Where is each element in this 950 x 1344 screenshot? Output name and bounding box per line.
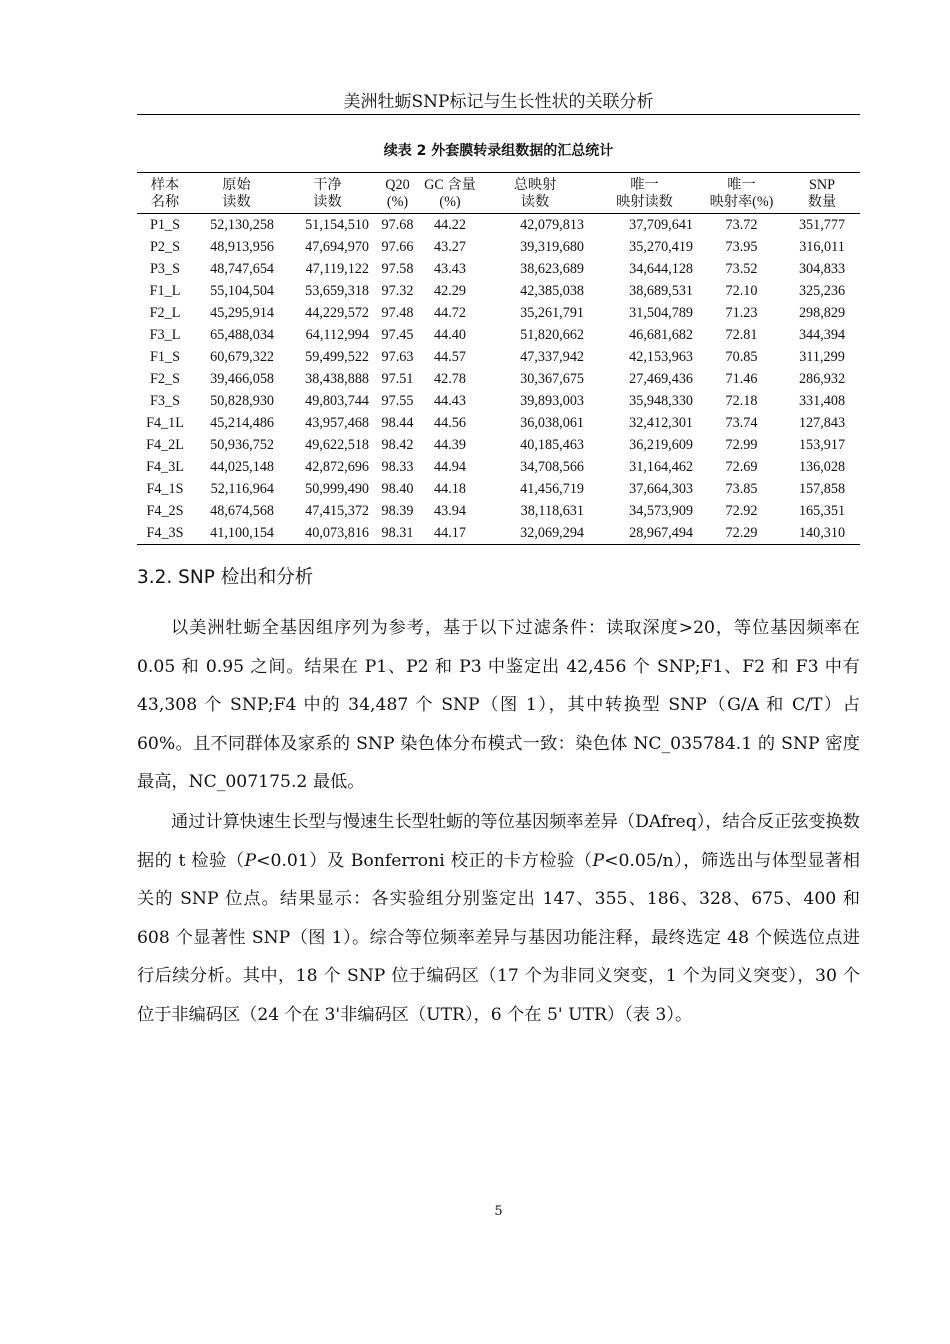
header-cell: 映射读数: [590, 194, 699, 214]
data-cell: 47,694,970: [305, 239, 369, 255]
header-row: [137, 194, 860, 214]
header-cell: 映射率(%): [699, 194, 784, 214]
header-cell: (%): [420, 194, 480, 214]
data-cell: 97.58: [381, 261, 414, 277]
data-cell: 165,351: [798, 503, 846, 519]
summary-table: [137, 172, 860, 545]
data-cell: 59,499,522: [305, 349, 369, 365]
data-cell: 44.17: [420, 522, 480, 545]
data-cell: 45,214,486: [210, 415, 274, 431]
sample-name-cell: P3_S: [150, 261, 180, 277]
data-cell: 97.63: [381, 349, 414, 365]
data-cell: 344,394: [798, 327, 846, 343]
data-cell: 325,236: [798, 283, 846, 299]
data-cell: 55,104,504: [210, 283, 274, 299]
data-cell: 47,119,122: [305, 261, 369, 277]
data-cell: 72.29: [699, 522, 784, 545]
header-cell: SNP: [784, 173, 860, 195]
data-cell: 28,967,494: [590, 522, 699, 545]
data-cell: 38,623,689: [520, 261, 584, 277]
header-cell: 干净: [280, 173, 375, 195]
sample-name-cell: F4_1S: [146, 481, 184, 497]
data-cell: 50,999,490: [305, 481, 369, 497]
data-cell: 48,913,956: [210, 239, 274, 255]
table-caption: 续表 2 外套膜转录组数据的汇总统计: [383, 143, 614, 159]
paragraph-2: [137, 803, 860, 1034]
data-cell: 43.94: [434, 503, 466, 519]
data-cell: 71.23: [725, 305, 758, 321]
data-cell: 38,118,631: [520, 503, 584, 519]
data-cell: 127,843: [798, 415, 846, 431]
header-cell: 读数: [280, 194, 375, 214]
header-cell: 读数: [193, 194, 280, 214]
data-cell: 34,573,909: [629, 503, 693, 519]
table-row: [137, 236, 860, 258]
data-cell: 43.27: [434, 239, 466, 255]
data-cell: 44,025,148: [210, 459, 274, 475]
data-cell: 98.44: [381, 415, 414, 431]
data-cell: 65,488,034: [210, 327, 274, 343]
data-cell: 46,681,682: [629, 327, 693, 343]
data-cell: 72.69: [725, 459, 758, 475]
data-cell: 30,367,675: [520, 371, 584, 387]
data-cell: 286,932: [798, 371, 846, 387]
header-cell: 唯一: [699, 173, 784, 195]
paragraph-1: 以美洲牡蛎全基因组序列为参考，基于以下过滤条件：读取深度>20，等位基因频率在 0.05 和 0.95 之间。结果在 P1、P2 和 P3 中鉴定出 42,456 个 SNP;F1、F2 和 F3 中有 43,308 个 SNP;F4 中的 34,487 个 SNP（图 1），其中转换型 SNP（G/A 和 C/T）占 60%。且不同群体及家系的 SNP 染色体分布模式一致：染色体 NC_035784.1 的 SNP 密度最高，NC_007175.2 最低。: [137, 618, 860, 792]
data-cell: 32,069,294: [480, 522, 590, 545]
header-cell: 读数: [480, 194, 590, 214]
data-cell: 35,948,330: [629, 393, 693, 409]
data-cell: 36,219,609: [629, 437, 693, 453]
paragraph-2-text: 通过计算快速生长型与慢速生长型牡蛎的等位基因频率差异（DAfreq），结合反正弦变换数据的 t 检验（: [137, 812, 860, 871]
running-header: 美洲牡蛎SNP标记与生长性状的关联分析: [343, 92, 654, 112]
data-cell: 72.18: [725, 393, 758, 409]
table-row: [137, 214, 860, 237]
sample-name-cell: F3_S: [150, 393, 180, 409]
header-cell: 原始: [193, 173, 280, 195]
data-cell: 31,164,462: [629, 459, 693, 475]
data-cell: 140,310: [784, 522, 860, 545]
table-row: [137, 390, 860, 412]
table-row: [137, 478, 860, 500]
page-number: 5: [494, 1204, 503, 1219]
data-cell: 35,261,791: [520, 305, 584, 321]
data-cell: 298,829: [798, 305, 846, 321]
data-cell: 331,408: [798, 393, 846, 409]
data-cell: 98.42: [381, 437, 414, 453]
data-cell: 72.10: [725, 283, 758, 299]
data-cell: 42,079,813: [520, 217, 584, 233]
data-cell: 49,803,744: [305, 393, 369, 409]
data-cell: 73.85: [725, 481, 758, 497]
table-row: [137, 258, 860, 280]
data-cell: 71.46: [725, 371, 758, 387]
table-row: [137, 412, 860, 434]
data-cell: 42.78: [434, 371, 466, 387]
data-cell: 44.57: [434, 349, 466, 365]
table-row: [137, 500, 860, 522]
data-cell: 42,385,038: [520, 283, 584, 299]
data-cell: 98.33: [381, 459, 414, 475]
header-rule: [137, 114, 860, 115]
data-cell: 72.99: [725, 437, 758, 453]
data-cell: 37,709,641: [629, 217, 693, 233]
data-cell: 39,319,680: [520, 239, 584, 255]
data-cell: 98.31: [375, 522, 420, 545]
data-cell: 351,777: [798, 217, 846, 233]
data-cell: 44.72: [434, 305, 466, 321]
data-cell: 41,100,154: [193, 522, 280, 545]
data-cell: 44.40: [434, 327, 466, 343]
data-cell: 40,185,463: [520, 437, 584, 453]
table-row: [137, 324, 860, 346]
data-cell: 72.92: [725, 503, 758, 519]
data-cell: 51,154,510: [305, 217, 369, 233]
header-cell: Q20: [375, 173, 420, 195]
sample-name-cell: F4_2S: [146, 503, 184, 519]
table-row: [137, 302, 860, 324]
data-cell: 44.18: [434, 481, 466, 497]
table-row: [137, 434, 860, 456]
data-cell: 50,828,930: [210, 393, 274, 409]
data-cell: 70.85: [725, 349, 758, 365]
data-cell: 31,504,789: [629, 305, 693, 321]
table-row: [137, 368, 860, 390]
data-cell: 136,028: [798, 459, 846, 475]
header-cell: (%): [375, 194, 420, 214]
sample-name-cell: F4_3S: [137, 522, 193, 545]
data-cell: 44.56: [434, 415, 466, 431]
paragraph-2-text: <0.05/n），筛选出与体型显著相关的 SNP 位点。结果显示：各实验组分别鉴定出 147、355、186、328、675、400 和 608 个显著性 SNP（图 1）。综合等位频率差异与基因功能注释，最终选定 48 个候选位点进行后续分析。其中，18 个 SNP 位于编码区（17 个为非同义突变，1 个为同义突变），30 个位于非编码区（24 个在 3'非编码区（UTR），6 个在 5' UTR）（表 3）。: [137, 850, 860, 1025]
data-cell: 42.29: [434, 283, 466, 299]
data-cell: 98.39: [381, 503, 414, 519]
data-cell: 35,270,419: [629, 239, 693, 255]
data-cell: 41,456,719: [520, 481, 584, 497]
header-cell: 名称: [137, 194, 193, 214]
paragraph-2-text: <0.01）及 Bonferroni 校正的卡方检验（: [256, 850, 593, 871]
data-cell: 97.51: [381, 371, 414, 387]
header-cell: GC 含量: [420, 173, 480, 195]
data-cell: 97.68: [381, 217, 414, 233]
p-value-symbol: P: [592, 850, 605, 871]
data-cell: 98.40: [381, 481, 414, 497]
header-cell: 唯一: [590, 173, 699, 195]
sample-name-cell: F2_S: [150, 371, 180, 387]
data-cell: 316,011: [799, 239, 845, 255]
header-cell: 样本: [137, 173, 193, 195]
data-cell: 42,153,963: [629, 349, 693, 365]
data-cell: 49,622,518: [305, 437, 369, 453]
data-cell: 51,820,662: [520, 327, 584, 343]
data-cell: 53,659,318: [305, 283, 369, 299]
data-cell: 38,438,888: [305, 371, 369, 387]
sample-name-cell: P2_S: [150, 239, 180, 255]
data-cell: 32,412,301: [629, 415, 693, 431]
data-cell: 304,833: [798, 261, 846, 277]
data-cell: 73.52: [725, 261, 758, 277]
sample-name-cell: F4_3L: [146, 459, 184, 475]
data-cell: 73.74: [725, 415, 758, 431]
data-cell: 311,299: [799, 349, 845, 365]
header-row: [137, 173, 860, 195]
section-heading: 3.2. SNP 检出和分析: [137, 567, 314, 588]
data-cell: 47,337,942: [520, 349, 584, 365]
data-cell: 64,112,994: [305, 327, 369, 343]
data-cell: 45,295,914: [210, 305, 274, 321]
p-value-symbol: P: [244, 850, 257, 871]
table-row: [137, 522, 860, 545]
sample-name-cell: F3_L: [149, 327, 181, 343]
sample-name-cell: F4_1L: [146, 415, 184, 431]
data-cell: 52,116,964: [210, 481, 274, 497]
sample-name-cell: F1_L: [149, 283, 181, 299]
data-cell: 97.66: [381, 239, 414, 255]
data-cell: 40,073,816: [280, 522, 375, 545]
data-cell: 36,038,061: [520, 415, 584, 431]
data-cell: 72.81: [725, 327, 758, 343]
sample-name-cell: P1_S: [150, 217, 180, 233]
header-cell: 总映射: [480, 173, 590, 195]
data-cell: 39,893,003: [520, 393, 584, 409]
data-cell: 97.32: [381, 283, 414, 299]
data-cell: 97.55: [381, 393, 414, 409]
data-cell: 39,466,058: [210, 371, 274, 387]
sample-name-cell: F1_S: [150, 349, 180, 365]
data-cell: 43,957,468: [305, 415, 369, 431]
data-cell: 37,664,303: [629, 481, 693, 497]
data-cell: 157,858: [798, 481, 846, 497]
data-cell: 42,872,696: [305, 459, 369, 475]
data-cell: 52,130,258: [210, 217, 274, 233]
data-cell: 60,679,322: [210, 349, 274, 365]
data-cell: 50,936,752: [210, 437, 274, 453]
data-cell: 34,644,128: [629, 261, 693, 277]
data-cell: 44,229,572: [305, 305, 369, 321]
data-cell: 44.94: [434, 459, 466, 475]
data-cell: 44.22: [434, 217, 466, 233]
data-cell: 38,689,531: [629, 283, 693, 299]
sample-name-cell: F2_L: [149, 305, 181, 321]
data-cell: 73.95: [725, 239, 758, 255]
data-cell: 48,674,568: [210, 503, 274, 519]
data-cell: 153,917: [798, 437, 846, 453]
data-cell: 73.72: [725, 217, 758, 233]
data-cell: 44.39: [434, 437, 466, 453]
data-cell: 27,469,436: [629, 371, 693, 387]
data-cell: 97.45: [381, 327, 414, 343]
data-cell: 97.48: [381, 305, 414, 321]
data-cell: 44.43: [434, 393, 466, 409]
data-cell: 34,708,566: [520, 459, 584, 475]
table-row: [137, 456, 860, 478]
table-row: [137, 280, 860, 302]
data-cell: 43.43: [434, 261, 466, 277]
data-cell: 48,747,654: [210, 261, 274, 277]
header-cell: 数量: [784, 194, 860, 214]
table-body: [137, 214, 860, 545]
table-row: [137, 346, 860, 368]
sample-name-cell: F4_2L: [146, 437, 184, 453]
data-cell: 47,415,372: [305, 503, 369, 519]
